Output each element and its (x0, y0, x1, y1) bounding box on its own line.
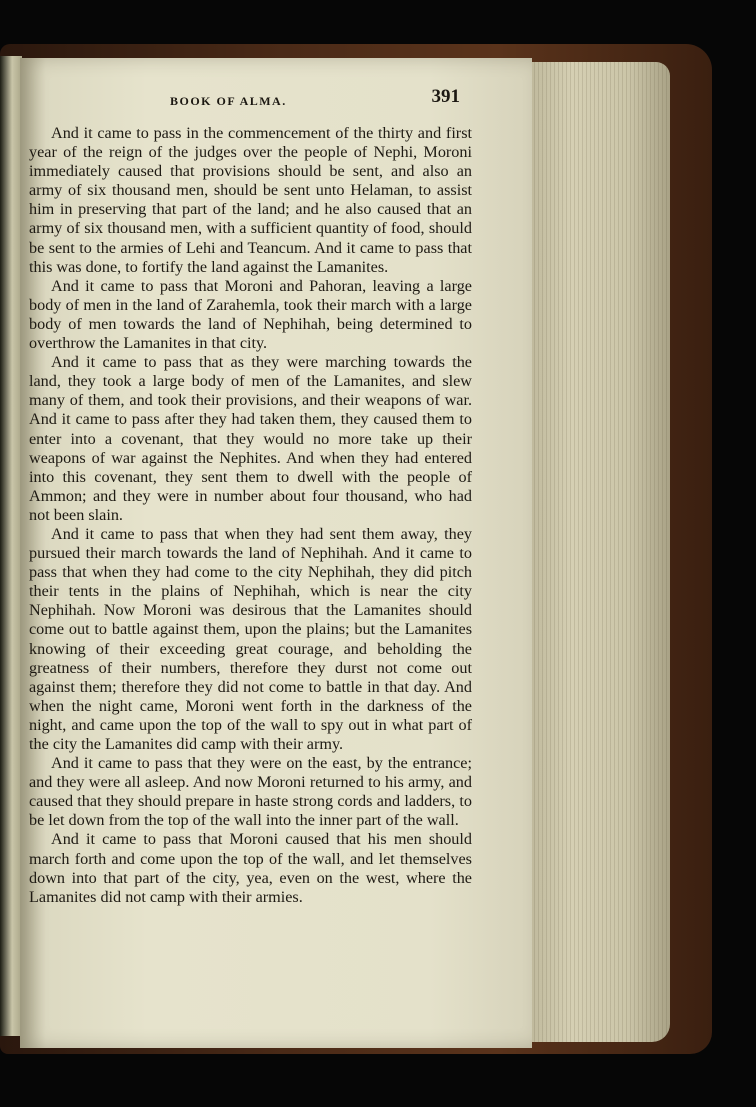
paragraph: And it came to pass that when they had sent them away, they pursued their march towards the land of Nephihah. And it came to pass that when they had come to the city Nephihah, they did pitch their tents in the plains of Nephihah, which is near the city Nephihah. Now Moroni was desirous that the Lamanites should come out to battle against them, upon the plains; but the Lamanites knowing of their exceeding great courage, and beholding the greatness of their numbers, therefore they durst not come out against them; therefore they did not come to battle in that day. And when the night came, Moroni went forth in the darkness of the night, and came upon the top of the wall to spy out in what part of the city the Lamanites did camp with their army. (29, 524, 472, 753)
page-body (29, 124, 472, 907)
page-number: 391 (431, 86, 460, 107)
paragraph: And it came to pass in the commencement of the thirty and first year of the reign of the judges over the people of Nephi, Moroni immediately caused that provisions should be sent, and also an army of six thousand men, should be sent unto Helaman, to assist him in preserving that part of the land; and he also caused that an army of six thousand men, with a sufficient quantity of food, should be sent to the armies of Lehi and Teancum. And it came to pass that this was done, to fortify the land against the Lamanites. (29, 124, 472, 276)
facing-page-edge (0, 56, 22, 1036)
page-edges (530, 62, 670, 1042)
paragraph: And it came to pass that they were on the east, by the entrance; and they were all asleep. And now Moroni returned to his army, and caused that they should prepare in haste strong cords and ladders, to be let down from the top of the wall into the inner part of the wall. (29, 754, 472, 830)
page-header (170, 86, 460, 114)
paragraph: And it came to pass that Moroni caused that his men should march forth and come upon the top of the wall, and let themselves down into that part of the city, yea, even on the west, where the Lamanites did not camp with their armies. (29, 830, 472, 906)
paragraph: And it came to pass that Moroni and Pahoran, leaving a large body of men in the land of Zarahemla, took their march with a large body of men towards the land of Nephihah, being determined to overthrow the Lamanites in that city. (29, 276, 472, 353)
paragraph: And it came to pass that as they were marching towards the land, they took a large body of men of the Lamanites, and slew many of them, and took their provisions, and their weapons of war. And it came to pass after they had taken them, they caused them to enter into a covenant, that they would no more take up their weapons of war against the Nephites. And when they had entered into this covenant, they sent them to dwell with the people of Ammon; and they were in number about four thousand, who had not been slain. (29, 353, 472, 524)
running-head: BOOK OF ALMA. (170, 94, 287, 108)
